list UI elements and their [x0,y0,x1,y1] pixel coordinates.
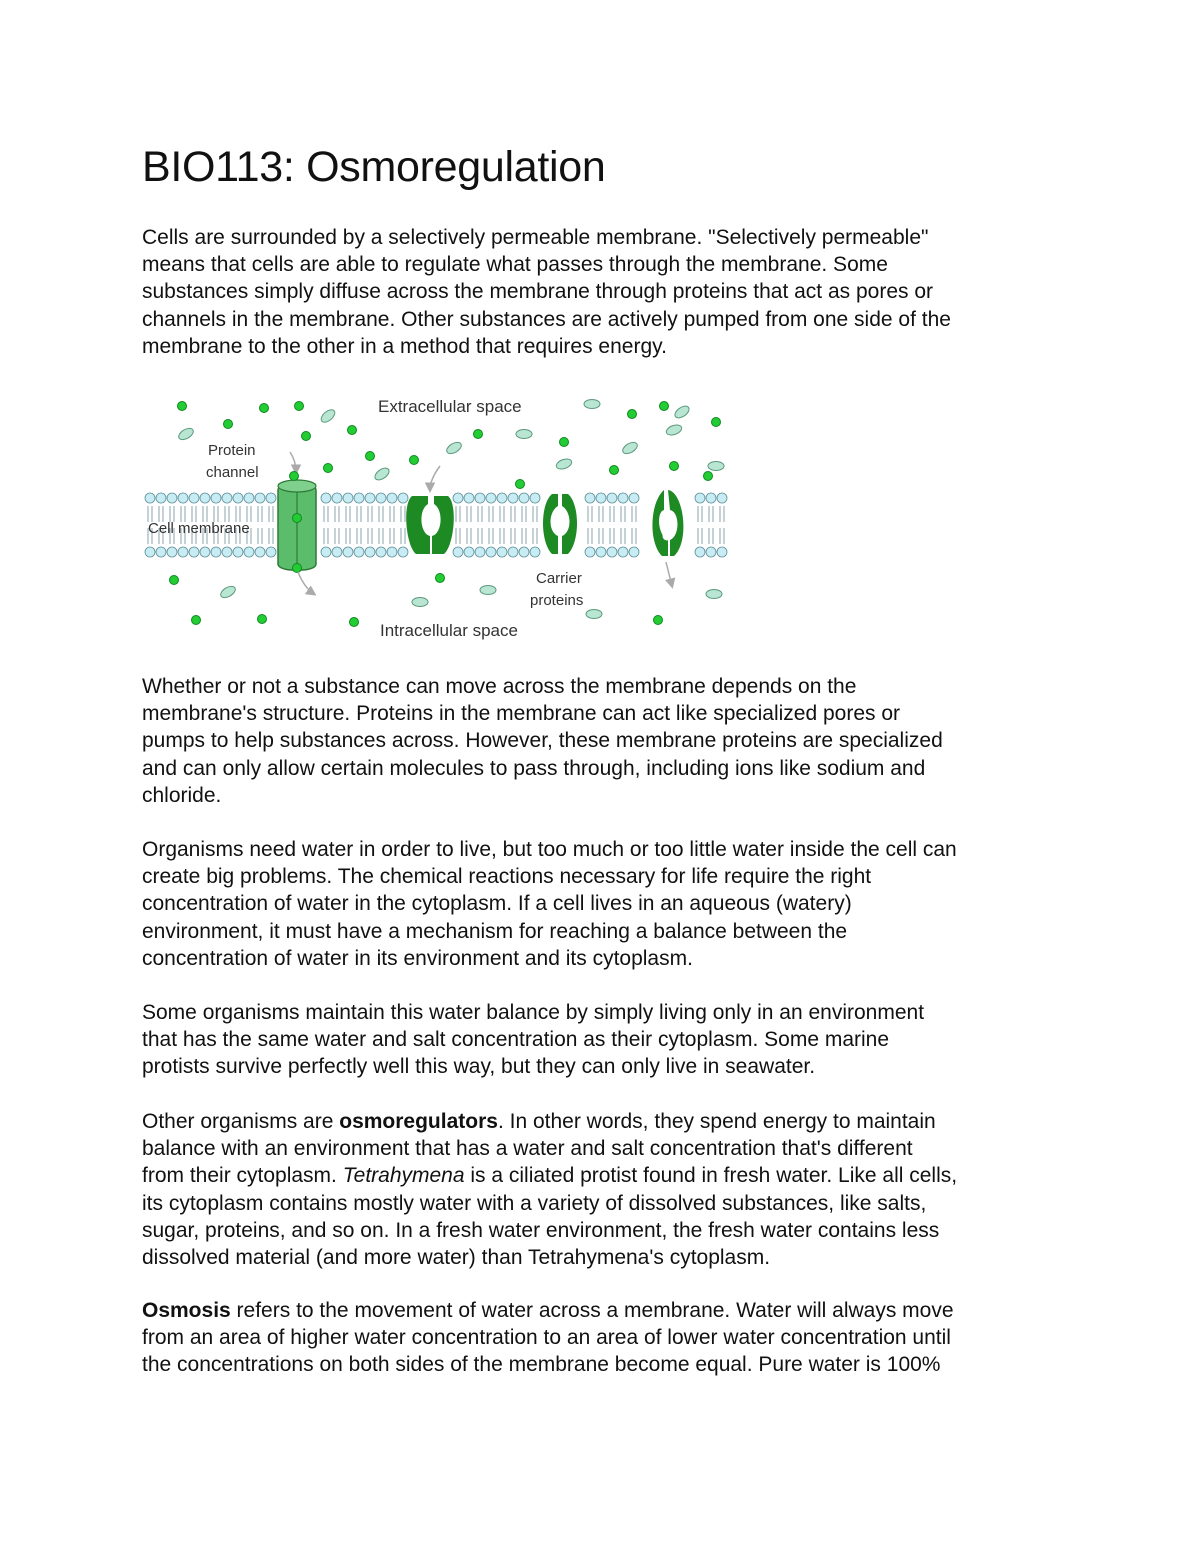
molecule-dot [348,426,357,435]
molecule-oval [319,407,337,424]
text-line: its cytoplasm contains mostly water with a variety of dissolved substances, like salts, [142,1191,927,1215]
osmoregulators-term: osmoregulators [339,1110,498,1133]
text-line: balance with an environment that has a water and salt concentration that's different [142,1137,913,1161]
text-line: that has the same water and salt concentration as their cytoplasm. Some marine [142,1028,890,1052]
cell-membrane-label: Cell membrane [148,520,250,537]
water-need-paragraph [142,836,1082,972]
molecule-dot [258,615,267,624]
text-line: Whether or not a substance can move across the membrane depends on the [142,675,857,698]
intracellular-label: Intracellular space [380,621,518,640]
molecule-dot [704,472,713,481]
text-line: Some organisms maintain this water balance by simply living only in an environment [142,1001,925,1024]
membrane-structure-paragraph [142,673,1082,809]
water-balance-paragraph [142,999,1082,1081]
carrier-label: Carrier [536,570,582,587]
carrier-protein-shape [406,496,454,554]
molecule-dot [224,420,233,429]
membrane-diagram-svg [144,386,744,646]
text-line: chloride. [142,783,222,807]
molecule-oval [706,590,722,599]
molecule-dot [324,464,333,473]
molecule-oval [412,598,428,607]
text-run: is a ciliated protist found in fresh water. Like all cells, [464,1164,958,1188]
text-run: from their cytoplasm. [142,1164,343,1188]
molecule-oval [665,423,683,437]
text-line: substances simply diffuse across the membrane through proteins that act as pores or [142,280,934,304]
molecule-dot [366,452,375,461]
carrier-protein-shape [652,490,683,556]
molecule-dot [302,432,311,441]
channel-label: channel [206,464,259,481]
tetrahymena-term: Tetrahymena [342,1164,465,1188]
text-line: the concentrations on both sides of the membrane become equal. Pure water is 100% [142,1353,941,1377]
molecule-oval [480,586,496,595]
text-line: means that cells are able to regulate what passes through the membrane. Some [142,253,888,277]
text-line: and can only allow certain molecules to pass through, including ions like sodium and [142,756,926,780]
text-run: Other organisms are [142,1110,340,1133]
text-line: protists survive perfectly well this way, but they can only live in seawater. [142,1055,816,1079]
molecule-dot [474,430,483,439]
molecule-oval [621,440,639,456]
membrane-transport-diagram [144,386,744,646]
proteins-label: proteins [530,592,584,609]
molecule-oval [219,584,237,600]
text-line: Organisms need water in order to live, but too much or too little water inside the cell can [142,838,957,861]
extracellular-label: Extracellular space [378,397,522,416]
osmosis-paragraph [142,1297,1082,1379]
molecule-oval [373,466,391,483]
molecule-oval [708,462,724,471]
page-title: BIO113: Osmoregulation [142,143,606,191]
text-run: . In other words, they spend energy to maintain [497,1110,936,1133]
text-line [142,1297,1082,1324]
molecule-dot [295,402,304,411]
molecule-dot [350,618,359,627]
molecule-dot [660,402,669,411]
text-line [142,1162,1082,1189]
molecule-dot [436,574,445,583]
molecule-dot [170,576,179,585]
text-line: environment, it must have a mechanism for reaching a balance between the [142,919,848,943]
molecule-dot [410,456,419,465]
text-line: concentration of water in the cytoplasm. If a cell lives in an aqueous (watery) [142,892,852,916]
molecule-dot [610,466,619,475]
molecule-oval [516,430,532,439]
molecule-dot [628,410,637,419]
molecule-dot [516,480,525,489]
molecule-dot [670,462,679,471]
molecule-oval [445,440,463,456]
molecule-dot [712,418,721,427]
text-line: Cells are surrounded by a selectively permeable membrane. "Selectively permeable" [142,226,929,249]
text-line: membrane to the other in a method that requires energy. [142,334,667,358]
molecule-dot [654,616,663,625]
intro-paragraph [142,224,1082,360]
carrier-protein-shape [543,494,577,554]
molecule-dot [192,616,201,625]
text-line: pumps to help substances across. However, these membrane proteins are specialized [142,729,943,753]
text-line: channels in the membrane. Other substances are actively pumped from one side of the [142,307,951,331]
molecule-oval [555,457,573,471]
text-line: create big problems. The chemical reactions necessary for life require the right [142,865,872,889]
text-line: membrane's structure. Proteins in the membrane can act like specialized pores or [142,702,901,726]
molecule-dot [178,402,187,411]
osmoregulators-paragraph [142,1108,1082,1271]
molecule-oval [177,426,195,442]
molecule-dot [260,404,269,413]
text-run: refers to the movement of water across a membrane. Water will always move [230,1299,954,1322]
text-line: sugar, proteins, and so on. In a fresh water environment, the fresh water contains less [142,1218,940,1242]
osmosis-term: Osmosis [142,1299,231,1322]
protein-label: Protein [208,442,256,459]
text-line [142,1108,1082,1135]
protein-channel-shape [278,480,316,573]
molecule-dot [560,438,569,447]
molecule-dot [290,472,299,481]
molecule-oval [673,404,691,421]
molecule-oval [584,400,600,409]
text-line: dissolved material (and more water) than Tetrahymena's cytoplasm. [142,1246,771,1270]
text-line: concentration of water in its environment and its cytoplasm. [142,946,693,970]
molecule-oval [586,610,602,619]
text-line: from an area of higher water concentration to an area of lower water concentration until [142,1326,951,1350]
